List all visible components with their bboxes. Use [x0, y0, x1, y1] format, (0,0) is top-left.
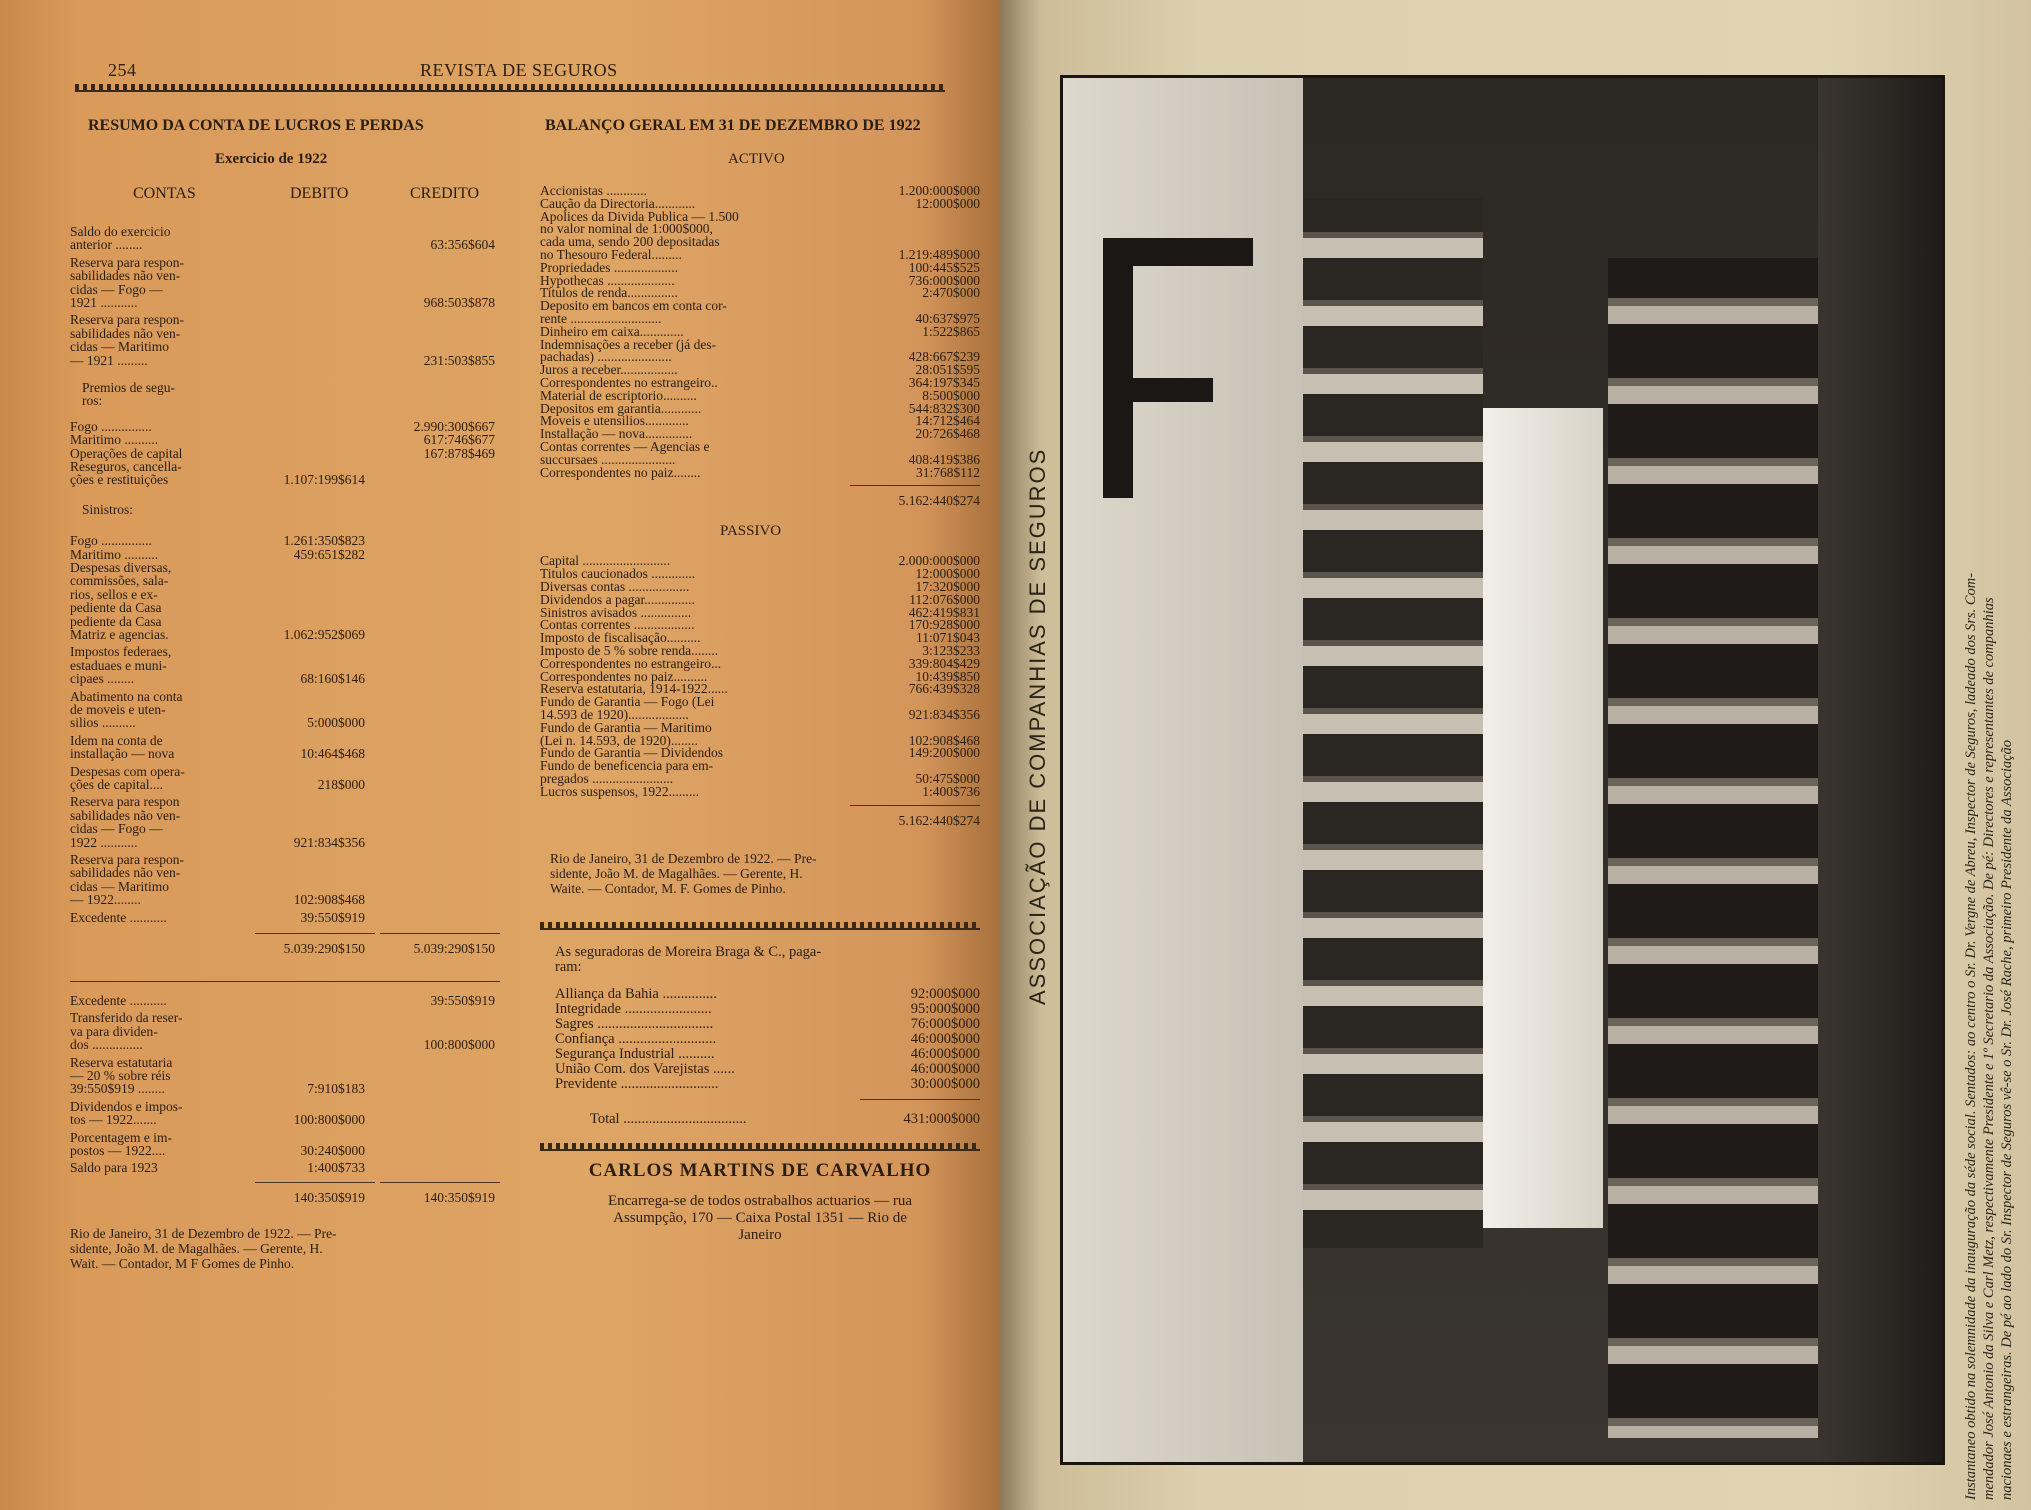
advertiser-line: Encarrega-se de todos ostrabalhos actuarios — rua	[607, 1192, 913, 1209]
section-label: ros:	[82, 393, 103, 409]
photo-caption	[1962, 573, 2016, 1500]
activo-item: Caução da Directoria............	[540, 195, 696, 211]
activo-item: Propriedades ...................	[540, 259, 678, 275]
activo-value: 31:768$112	[916, 464, 980, 480]
passivo-item: Contas correntes ..................	[540, 617, 695, 633]
account-label: installação — nova	[70, 746, 175, 762]
account-label: cidas — Maritimo	[70, 339, 169, 355]
debito-value: 1:400$733	[307, 1160, 365, 1176]
passivo-item: Capital ..........................	[540, 553, 671, 569]
debito-value: 5:000$000	[307, 715, 365, 731]
account-label: sabilidades não ven-	[70, 268, 181, 284]
account-label: tos — 1922.......	[70, 1112, 157, 1128]
passivo-value: 339:804$429	[908, 655, 980, 671]
debito-value: 459:651$282	[293, 546, 365, 562]
activo-value: 736:000$000	[908, 272, 980, 288]
account-label: sabilidades não ven-	[70, 807, 181, 823]
group-photograph	[1060, 75, 1945, 1465]
account-label: postos — 1922....	[70, 1143, 166, 1158]
total-rule	[850, 805, 980, 806]
activo-value: 2:470$000	[922, 285, 980, 301]
debito-value: 68:160$146	[300, 671, 365, 687]
activo-value: 100:445$525	[908, 259, 980, 275]
advertiser-name: CARLOS MARTINS DE CARVALHO	[588, 1159, 932, 1181]
activo-value: 408:419$386	[908, 451, 980, 467]
column-header-contas: CONTAS	[133, 185, 196, 202]
credito-value: 968:503$878	[423, 295, 495, 310]
total-debito: 5.039:290$150	[283, 941, 365, 956]
account-label: — 20 % sobre réis	[70, 1068, 171, 1083]
footer-line: Wait. — Contador, M F Gomes de Pinho.	[70, 1255, 295, 1271]
account-label: rios, sellos e ex-	[70, 586, 158, 602]
total-rule	[380, 1182, 500, 1183]
activo-value: 428:667$239	[908, 349, 980, 365]
passivo-item: Correspondentes no paiz..........	[540, 668, 708, 684]
passivo-value: 3:123$233	[922, 643, 980, 658]
activo-item: Indemnisações a receber (já des-	[540, 336, 717, 352]
photo-floor	[1818, 78, 1945, 1462]
debito-value: 30:240$000	[300, 1143, 365, 1158]
account-label: Dividendos e impos-	[70, 1098, 183, 1114]
passivo-item: Fundo de Garantia — Dividendos	[540, 745, 723, 761]
total-rule	[850, 485, 980, 486]
account-label: Reserva para respon-	[70, 254, 184, 270]
debito-value: 921:834$356	[293, 834, 365, 850]
activo-item: Installação — nova..............	[540, 426, 693, 442]
activo-value: 12:000$000	[915, 195, 980, 211]
insurer-value: 30:000$000	[910, 1075, 980, 1092]
account-label: cidas — Fogo —	[70, 821, 163, 837]
account-label: Reserva para respon-	[70, 312, 184, 328]
passivo-value: 921:834$356	[908, 707, 980, 722]
passivo-item: Dividendos a pagar...............	[540, 591, 695, 607]
insurer-name: Segurança Industrial ..........	[555, 1045, 715, 1062]
account-label: Despesas diversas,	[70, 560, 172, 575]
passivo-value: 17:320$000	[915, 579, 980, 594]
debito-value: 7:910$183	[307, 1081, 365, 1097]
debito-value: 39:550$919	[300, 909, 365, 925]
credito-value: 39:550$919	[430, 993, 495, 1008]
passivo-item: Titulos caucionados .............	[540, 566, 696, 582]
total-rule	[255, 1182, 375, 1183]
activo-item: Contas correntes — Agencias e	[540, 439, 710, 454]
page-number: 254	[108, 60, 137, 80]
insurer-name: Alliança da Bahia ...............	[555, 985, 717, 1002]
passivo-item: Lucros suspensos, 1922.........	[540, 783, 699, 799]
caption-line: Instantaneo obtido na solemnidade da inauguração da séde social. Sentados: ao centro o Sr. Dr. Vergne de Abreu, Inspector de Seguros, ladeado dos Srs. Com-	[1963, 572, 1979, 1500]
credito-value: 2.990:300$667	[413, 418, 495, 434]
activo-item: Material de escriptorio..........	[540, 387, 697, 403]
account-label: — 1922........	[70, 892, 141, 908]
passivo-value: 11:071$043	[916, 630, 980, 646]
account-label: cidas — Fogo —	[70, 281, 163, 297]
advertiser-line: Assumpção, 170 — Caixa Postal 1351 — Rio de	[613, 1209, 907, 1226]
account-label: sabilidades não ven-	[70, 325, 181, 341]
activo-value: 20:726$468	[915, 426, 980, 442]
passivo-item: Diversas contas ..................	[540, 579, 690, 594]
total-value: 431:000$000	[903, 1110, 980, 1127]
account-label: Reserva estatutaria	[70, 1054, 173, 1070]
passivo-item: Fundo de beneficencia para em-	[540, 758, 714, 774]
account-label: cidas — Maritimo	[70, 878, 169, 894]
association-title: ASSOCIAÇÃO DE COMPANHIAS DE SEGUROS	[1025, 447, 1050, 1005]
activo-value: 14:712$464	[915, 413, 980, 429]
activo-value: 544:832$300	[908, 400, 980, 416]
activo-value: 8:500$000	[922, 387, 980, 403]
journal-title: REVISTA DE SEGUROS	[420, 60, 618, 80]
account-label: Saldo para 1923	[70, 1160, 158, 1176]
account-label: ções de capital....	[70, 777, 163, 792]
activo-item: no Thesouro Federal.........	[540, 247, 682, 262]
footer-line: Waite. — Contador, M. F. Gomes de Pinho.	[550, 880, 786, 896]
section-rule	[540, 1143, 980, 1151]
account-label: ções e restituições	[70, 472, 169, 488]
passivo-value: 112:076$000	[909, 591, 980, 607]
balanco-title: BALANÇO GERAL EM 31 DE DEZEMBRO DE 1922	[545, 117, 921, 134]
account-label: Idem na conta de	[70, 732, 163, 748]
account-label: — 1921 .........	[70, 352, 148, 368]
credito-value: 617:746$677	[423, 432, 495, 448]
activo-item: Titulos de renda...............	[540, 285, 678, 301]
activo-value: 1.200:000$000	[898, 183, 980, 198]
moreira-intro: ram:	[555, 958, 582, 975]
lucros-perdas-title: RESUMO DA CONTA DE LUCROS E PERDAS	[88, 117, 424, 134]
activo-item: Accionistas ............	[540, 183, 647, 198]
insurer-name: Integridade ........................	[555, 1000, 712, 1017]
photo-sign	[1103, 238, 1133, 498]
account-label: dos ...............	[70, 1037, 143, 1053]
section-label: Premios de segu-	[82, 380, 175, 395]
account-label: de moveis e uten-	[70, 702, 166, 717]
passivo-item: Imposto de fiscalisação..........	[540, 630, 701, 646]
account-label: Transferido da reser-	[70, 1010, 183, 1026]
account-label: Reserva para respon-	[70, 852, 184, 867]
activo-item: pachadas) ......................	[540, 349, 672, 365]
activo-item: no valor nominal de 1:000$000,	[540, 221, 713, 237]
total-rule	[380, 933, 500, 934]
passivo-item: Imposto de 5 % sobre renda........	[540, 643, 719, 658]
account-label: estaduaes e muni-	[70, 657, 167, 673]
photo-standing-row	[1303, 198, 1483, 1248]
insurer-value: 46:000$000	[910, 1030, 980, 1047]
passivo-value: 1:400$736	[922, 783, 980, 799]
passivo-item: (Lei n. 14.593, de 1920)........	[540, 732, 698, 748]
photo-table	[1483, 408, 1603, 1228]
insurer-name: União Com. dos Varejistas ......	[555, 1060, 735, 1077]
account-label: pediente da Casa	[70, 600, 162, 616]
advertiser-line: Janeiro	[738, 1226, 782, 1243]
footer-line: Rio de Janeiro, 31 de Dezembro de 1922. — Pre-	[70, 1225, 337, 1241]
activo-item: Hypothecas ....................	[540, 272, 675, 288]
footer-line: Rio de Janeiro, 31 de Dezembro de 1922. — Pre-	[550, 850, 817, 866]
passivo-title: PASSIVO	[720, 523, 782, 540]
section-rule	[70, 981, 500, 982]
total-label: Total ..................................	[590, 1110, 747, 1127]
debito-value: 102:908$468	[293, 892, 365, 908]
account-label: Impostos federaes,	[70, 644, 172, 660]
insurer-name: Confiança ...........................	[555, 1030, 717, 1047]
activo-item: Correspondentes no estrangeiro..	[540, 375, 718, 390]
account-label: cipaes ........	[70, 671, 135, 687]
activo-value: 1:522$865	[922, 323, 980, 339]
activo-title: ACTIVO	[728, 151, 785, 167]
account-label: commissões, sala-	[70, 573, 169, 589]
passivo-value: 102:908$468	[908, 732, 980, 748]
total-credito: 5.039:290$150	[413, 941, 495, 956]
debito-value: 1.062:952$069	[283, 627, 365, 642]
activo-item: Juros a receber.................	[540, 362, 678, 378]
insurer-name: Sagres ................................	[555, 1015, 714, 1032]
account-label: Despesas com opera-	[70, 763, 185, 779]
credito-value: 231:503$855	[423, 352, 495, 368]
account-label: Abatimento na conta	[70, 688, 183, 704]
account-label: Matriz e agencias.	[70, 627, 169, 642]
activo-item: rente ...........................	[540, 311, 662, 326]
account-label: Operações de capital	[70, 445, 183, 461]
insurer-value: 92:000$000	[910, 985, 980, 1002]
account-label: 1922 ...........	[70, 834, 138, 850]
account-label: silios ..........	[70, 715, 136, 731]
passivo-item: pregados ........................	[540, 771, 674, 786]
account-label: Saldo do exercicio	[70, 224, 171, 239]
passivo-item: Correspondentes no estrangeiro...	[540, 655, 722, 671]
activo-item: succursaes ......................	[540, 451, 676, 467]
activo-value: 1.219:489$000	[898, 247, 980, 262]
activo-item: Apolices da Divida Publica — 1.500	[540, 208, 739, 224]
account-label: Excedente ...........	[70, 909, 167, 925]
account-label: Maritimo ..........	[70, 546, 159, 562]
passivo-value: 149:200$000	[908, 745, 980, 761]
credito-value: 63:356$604	[430, 237, 495, 253]
insurer-value: 95:000$000	[910, 1000, 980, 1017]
activo-item: Depositos em garantia............	[540, 400, 702, 416]
passivo-item: 14.593 de 1920)..................	[540, 707, 689, 722]
activo-value: 28:051$595	[915, 362, 980, 378]
activo-value: 364:197$345	[908, 375, 980, 390]
debito-value: 1.107:199$614	[283, 472, 365, 488]
moreira-intro: As seguradoras de Moreira Braga & C., paga-	[555, 943, 822, 960]
passivo-value: 170:928$000	[908, 617, 980, 633]
lucros-perdas-subtitle: Exercicio de 1922	[215, 151, 328, 167]
credito-value: 167:878$469	[423, 445, 495, 461]
activo-total: 5.162:440$274	[898, 493, 980, 509]
insurer-value: 76:000$000	[910, 1015, 980, 1032]
passivo-item: Reserva estatutaria, 1914-1922......	[540, 681, 728, 697]
account-label: Reseguros, cancella-	[70, 459, 182, 474]
account-label: Excedente ...........	[70, 993, 167, 1008]
photo-wall	[1063, 78, 1303, 1462]
insurer-name: Previdente ...........................	[555, 1075, 719, 1092]
section-label: Sinistros:	[82, 501, 134, 517]
account-label: Maritimo ..........	[70, 432, 159, 448]
passivo-item: Fundo de Garantia — Maritimo	[540, 719, 712, 735]
section-rule	[540, 922, 980, 930]
account-label: pediente da Casa	[70, 613, 162, 629]
footer-line: sidente, João M. de Magalhães. — Gerente, H.	[550, 865, 803, 881]
photo-seated-row	[1608, 258, 1818, 1438]
total-credito: 140:350$919	[423, 1189, 495, 1205]
photo-sign-bar	[1103, 378, 1213, 402]
activo-item: Moveis e utensilios.............	[540, 413, 689, 429]
passivo-total: 5.162:440$274	[898, 812, 980, 828]
activo-item: Deposito em bancos em conta cor-	[540, 298, 727, 314]
caption-line: mendador José Antonio da Silva e Carl Metz, respectivamente Presidente e 1º Secretario da Associação. De pé: Directores e representantes de companhias	[1981, 597, 1997, 1500]
account-label: anterior ........	[70, 237, 143, 253]
column-header-debito: DEBITO	[290, 185, 349, 202]
column-header-credito: CREDITO	[410, 185, 480, 202]
passivo-value: 2.000:000$000	[898, 553, 980, 569]
footer-line: sidente, João M. de Magalhães. — Gerente, H.	[70, 1240, 323, 1256]
account-label: 1921 ...........	[70, 295, 138, 310]
account-label: Fogo ...............	[70, 533, 152, 549]
passivo-value: 462:419$831	[908, 604, 980, 620]
debito-value: 1.261:350$823	[283, 533, 365, 549]
caption-line: nacionaes e estrangeiras. De pé ao lado do Sr. Inspector de Seguros vê-se o Sr. Dr. José Rache, primeiro Presidente da Associação	[1999, 739, 2015, 1500]
activo-item: cada uma, sendo 200 depositadas	[540, 234, 720, 250]
activo-value: 40:637$975	[915, 311, 980, 326]
passivo-value: 10:439$850	[915, 668, 980, 684]
passivo-value: 12:000$000	[915, 566, 980, 582]
debito-value: 100:800$000	[293, 1112, 365, 1128]
header-divider	[75, 84, 945, 92]
account-label: sabilidades não ven-	[70, 865, 181, 881]
account-label: Reserva para respon	[70, 794, 180, 810]
debito-value: 218$000	[317, 777, 365, 792]
account-label: 39:550$919 ........	[70, 1081, 165, 1097]
total-rule	[255, 933, 375, 934]
account-label: Porcentagem e im-	[70, 1129, 172, 1145]
photo-sign-bar	[1103, 238, 1253, 266]
credito-value: 100:800$000	[423, 1037, 495, 1053]
passivo-item: Sinistros avisados ...............	[540, 604, 692, 620]
passivo-value: 766:439$328	[908, 681, 980, 697]
activo-item: Correspondentes no paiz........	[540, 464, 701, 480]
account-label: Fogo ...............	[70, 418, 152, 434]
total-debito: 140:350$919	[293, 1189, 365, 1205]
insurer-value: 46:000$000	[910, 1060, 980, 1077]
insurer-value: 46:000$000	[910, 1045, 980, 1062]
debito-value: 10:464$468	[300, 746, 365, 762]
passivo-value: 50:475$000	[915, 771, 980, 786]
passivo-item: Fundo de Garantia — Fogo (Lei	[540, 694, 715, 710]
account-label: va para dividen-	[70, 1023, 158, 1039]
total-rule	[860, 1099, 980, 1100]
activo-item: Dinheiro em caixa.............	[540, 323, 684, 339]
